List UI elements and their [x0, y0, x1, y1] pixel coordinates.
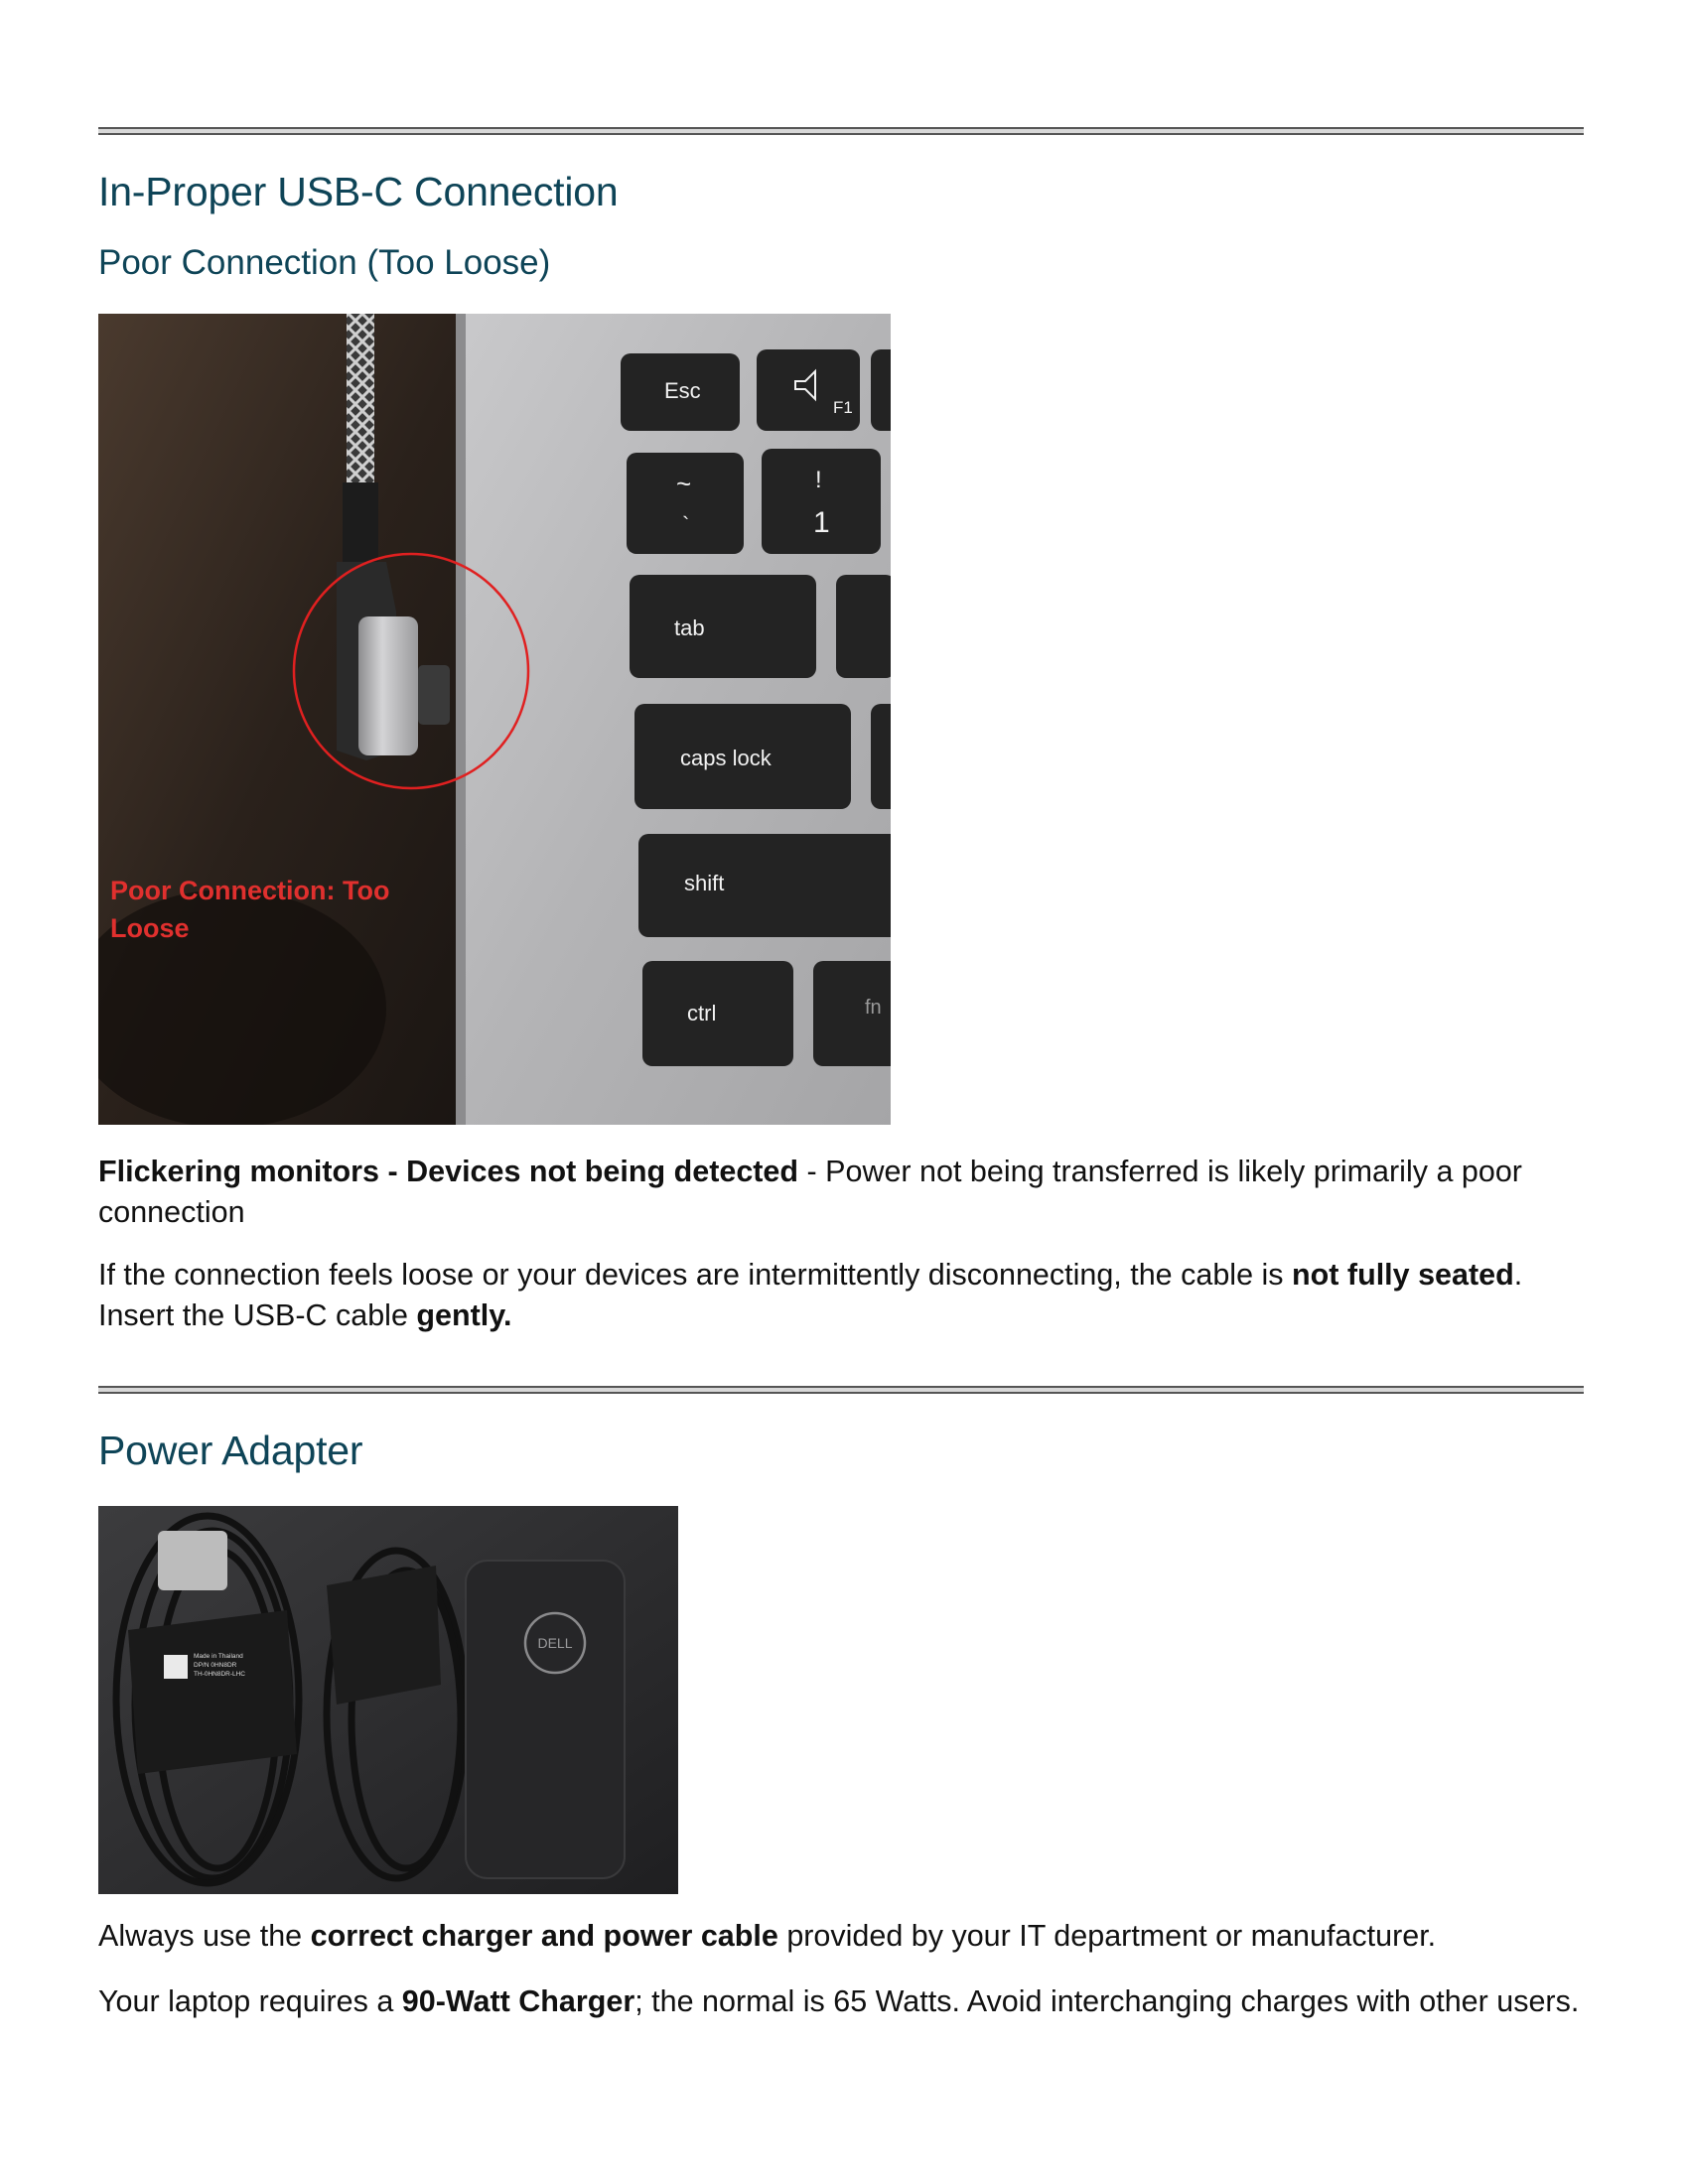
- key-one: 1: [813, 506, 830, 539]
- key-ctrl: ctrl: [687, 1001, 717, 1025]
- top-divider: [98, 127, 1584, 135]
- label-dpn: DP/N 0HN8DR: [194, 1662, 237, 1669]
- photo-overlay-line1: Poor Connection: Too: [110, 876, 390, 905]
- loose-bold-1: not fully seated: [1292, 1258, 1514, 1292]
- watt-bold-1: 90-Watt Charger: [401, 1984, 635, 2018]
- key-caps: caps lock: [680, 746, 772, 770]
- section-subheading-poor-connection: Poor Connection (Too Loose): [98, 243, 551, 282]
- key-shift: shift: [684, 871, 725, 895]
- watt-text-1: Your laptop requires a: [98, 1984, 402, 2018]
- qr-code-icon: [164, 1655, 188, 1679]
- flickering-rest: - Power not being transferred is likely primarily a poor connection: [98, 1155, 1522, 1229]
- flickering-bold: Flickering monitors - Devices not being detected: [98, 1155, 799, 1188]
- key-backtick: `: [682, 512, 690, 537]
- dell-logo-text: DELL: [537, 1635, 573, 1651]
- loose-text-2: . Insert the USB-C cable: [98, 1258, 1523, 1332]
- watt-text-2: ; the normal is 65 Watts. Avoid interchanging charges with other users.: [634, 1984, 1580, 2018]
- usbc-connector: [358, 616, 418, 755]
- power-adapter-photo: [98, 1506, 678, 1894]
- photo-overlay-line2: Loose: [110, 913, 190, 943]
- paragraph-loose-connection: [98, 1255, 1598, 1336]
- charger-text-1: Always use the: [98, 1919, 311, 1953]
- label-th: TH-0HN8DR-LHC: [194, 1671, 246, 1678]
- paragraph-correct-charger: [98, 1916, 1598, 1957]
- key-exclaim: !: [815, 467, 822, 493]
- key-f1: F1: [833, 398, 853, 417]
- label-made-in: Made in Thailand: [194, 1653, 243, 1660]
- key-esc: Esc: [664, 378, 701, 403]
- loose-bold-2: gently.: [416, 1298, 512, 1332]
- power-brick: [466, 1561, 625, 1878]
- charger-text-2: provided by your IT department or manufacturer.: [777, 1919, 1437, 1953]
- key-tab: tab: [674, 615, 705, 640]
- key-fn: fn: [865, 997, 882, 1019]
- middle-divider: [98, 1386, 1584, 1394]
- key-tilde: ~: [676, 469, 692, 498]
- charger-bold-1: correct charger and power cable: [310, 1919, 778, 1953]
- usbc-loose-photo: [98, 314, 891, 1125]
- section-heading-power-adapter: Power Adapter: [98, 1428, 363, 1473]
- paragraph-90-watt: [98, 1981, 1598, 2022]
- section-heading-usbc: In-Proper USB-C Connection: [98, 169, 619, 214]
- paragraph-flickering: [98, 1152, 1598, 1233]
- loose-text-1: If the connection feels loose or your devices are intermittently disconnecting, the cable is: [98, 1258, 1293, 1292]
